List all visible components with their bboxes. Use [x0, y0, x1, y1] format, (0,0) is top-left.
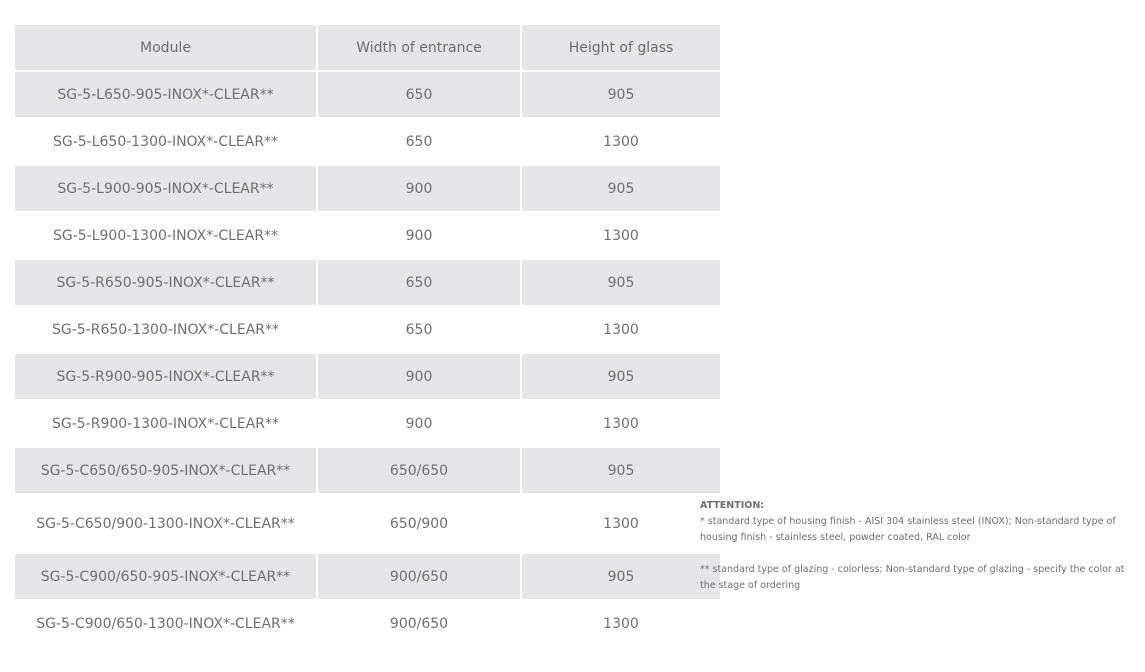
- cell-module: SG-5-R900-905-INOX*-CLEAR**: [15, 353, 317, 400]
- cell-width: 650: [317, 259, 521, 306]
- cell-height: 1300: [521, 212, 720, 259]
- attention-title: ATTENTION:: [700, 500, 765, 511]
- table-body: [15, 71, 720, 647]
- header-height-of-glass: Height of glass: [521, 25, 720, 71]
- table-row: [15, 447, 720, 494]
- table-row: [15, 494, 720, 553]
- cell-module: SG-5-C650/650-905-INOX*-CLEAR**: [15, 447, 317, 494]
- cell-module: SG-5-C650/900-1300-INOX*-CLEAR**: [15, 494, 317, 553]
- header-width-of-entrance: Width of entrance: [317, 25, 521, 71]
- cell-height: 1300: [521, 494, 720, 553]
- cell-width: 650: [317, 118, 521, 165]
- header-module: Module: [15, 25, 317, 71]
- cell-width: 650/900: [317, 494, 521, 553]
- table-row: [15, 553, 720, 600]
- table-row: [15, 212, 720, 259]
- cell-module: SG-5-R650-1300-INOX*-CLEAR**: [15, 306, 317, 353]
- cell-height: 1300: [521, 400, 720, 447]
- table-row: [15, 600, 720, 647]
- table-row: [15, 400, 720, 447]
- cell-height: 905: [521, 259, 720, 306]
- cell-width: 650: [317, 306, 521, 353]
- attention-glazing-note: ** standard type of glazing - colorless; Non-standard type of glazing - specify the color at the stage of ordering: [700, 564, 1125, 591]
- cell-width: 900: [317, 353, 521, 400]
- cell-width: 900: [317, 165, 521, 212]
- header-row: [15, 25, 720, 71]
- cell-width: 900/650: [317, 553, 521, 600]
- cell-module: SG-5-R650-905-INOX*-CLEAR**: [15, 259, 317, 306]
- table-row: [15, 71, 720, 118]
- cell-height: 905: [521, 353, 720, 400]
- cell-module: SG-5-R900-1300-INOX*-CLEAR**: [15, 400, 317, 447]
- cell-module: SG-5-C900/650-905-INOX*-CLEAR**: [15, 553, 317, 600]
- cell-width: 900: [317, 400, 521, 447]
- cell-width: 650: [317, 71, 521, 118]
- table-header: [15, 25, 720, 71]
- table-row: [15, 118, 720, 165]
- cell-height: 1300: [521, 118, 720, 165]
- attention-note: [700, 498, 1125, 594]
- cell-module: SG-5-L900-1300-INOX*-CLEAR**: [15, 212, 317, 259]
- cell-height: 905: [521, 165, 720, 212]
- module-spec-table: [15, 25, 720, 648]
- attention-housing-note: * standard type of housing finish - AISI 304 stainless steel (INOX); Non-standard type of housing finish - stainless steel, powder coated, RAL color: [700, 516, 1116, 543]
- cell-width: 900: [317, 212, 521, 259]
- cell-module: SG-5-L900-905-INOX*-CLEAR**: [15, 165, 317, 212]
- cell-module: SG-5-L650-905-INOX*-CLEAR**: [15, 71, 317, 118]
- cell-module: SG-5-C900/650-1300-INOX*-CLEAR**: [15, 600, 317, 647]
- cell-height: 1300: [521, 306, 720, 353]
- cell-width: 900/650: [317, 600, 521, 647]
- cell-height: 905: [521, 447, 720, 494]
- cell-width: 650/650: [317, 447, 521, 494]
- table-row: [15, 259, 720, 306]
- table-row: [15, 306, 720, 353]
- cell-height: 905: [521, 553, 720, 600]
- cell-height: 905: [521, 71, 720, 118]
- table-row: [15, 353, 720, 400]
- table-row: [15, 165, 720, 212]
- cell-height: 1300: [521, 600, 720, 647]
- cell-module: SG-5-L650-1300-INOX*-CLEAR**: [15, 118, 317, 165]
